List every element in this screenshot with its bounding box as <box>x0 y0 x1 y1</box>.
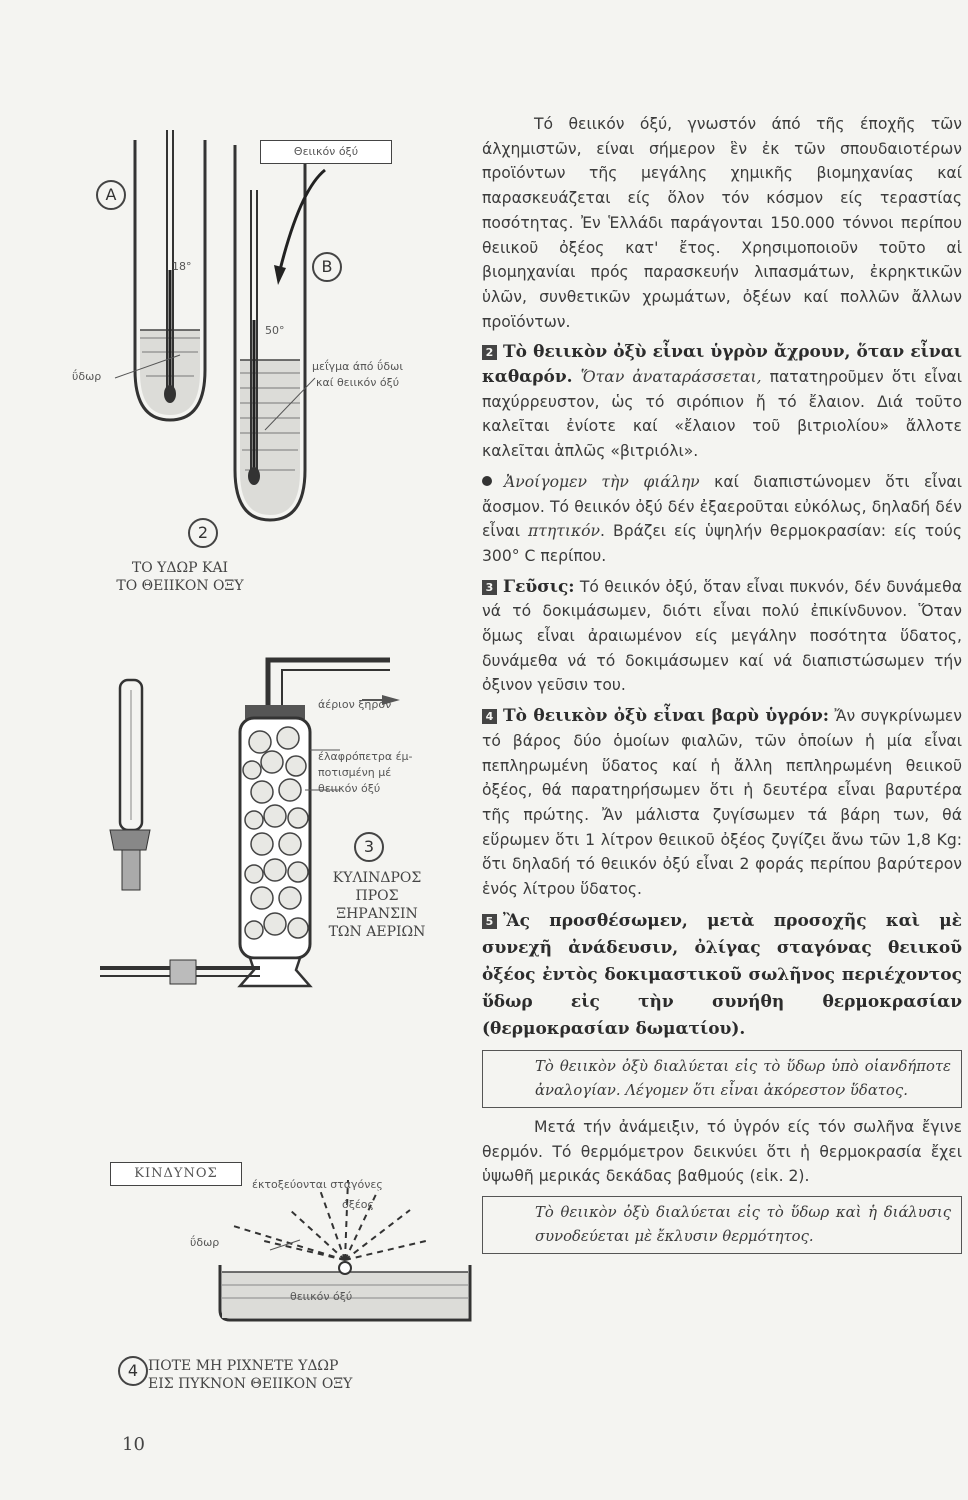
section-5-heading: Ἂς προσθέσωμεν, μετὰ προσοχῆς καὶ μὲ συνεχῆ ἀνάδευσιν, ὀλίγας σταγόνας θειικοῦ ὀξέος ἐντὸς δοκιμαστικοῦ σωλῆνος περιέχοντος ὕδωρ εἰς τὴν συνήθη θερμοκρασίαν (θερμοκρασίαν δωματίου). <box>482 910 962 1039</box>
bullet-body-2: . Βράζει είς ὑψηλήν θερμοκρασίαν: είς τούς 300° C περίπου. <box>482 522 962 565</box>
figure-3-caption-line2: ΠΡΟΣ <box>355 888 399 904</box>
mixture-label-2: καί θειικόν όξύ <box>316 376 400 389</box>
section-5-number: 5 <box>482 914 497 929</box>
temp-a-label: 18° <box>172 260 192 273</box>
bullet-body-1: καί διαπιστώνομεν ὅτι εἶναι ἄοσμον. Τό θειικόν ὀξύ δέν ἐξαεροῦται εὐκόλως, δηλαδή δέν εἶναι <box>482 472 962 541</box>
conclusion-box-2: Τὸ θειικὸν ὀξὺ διαλύεται εἰς τὸ ὕδωρ καὶ ἡ διάλυσις συνοδεύεται μὲ ἔκλυσιν θερμότητος. <box>482 1196 962 1254</box>
figure-danger <box>110 1150 470 1410</box>
conclusion-box-1: Τὸ θειικὸν ὀξὺ διαλύεται εἰς τὸ ὕδωρ ὑπὸ οἱανδήποτε ἀναλογίαν. Λέγομεν ὅτι εἶναι ἀκόρεστον ὕδατος. <box>482 1050 962 1108</box>
acid-label-box: Θειικόν όξύ <box>260 140 392 164</box>
figure-3-caption-line3: ΞΗΡΑΝΣΙΝ <box>336 906 418 922</box>
figure-3-number: 3 <box>354 832 384 862</box>
acid-dish-label: θειικόν όξύ <box>290 1290 353 1303</box>
figure-2-caption-line1: ΤΟ ΥΔΩΡ ΚΑΙ <box>131 560 229 576</box>
danger-box: ΚΙΝΔΥΝΟΣ <box>110 1162 242 1186</box>
figure-2-number: 2 <box>188 518 218 548</box>
section-3-heading: Γεῦσις: <box>503 576 575 597</box>
after-box-paragraph: Μετά τήν ἀνάμειξιν, τό ὑγρόν είς τόν σωλῆνα ἔγινε θερμόν. Τό θερμόμετρον δεικνύει ὅτι ἡ θερμοκρασία ἔχει ὑψωθῆ μερικάς δεκάδας βαθμούς (εἰκ. 2). <box>482 1117 962 1186</box>
water-label: ΰδωρ <box>72 370 102 383</box>
figure-test-tubes <box>72 120 410 600</box>
section-3-body: Τό θειικόν ὀξύ, ὅταν εἶναι πυκνόν, δέν δυνάμεθα νά τό δοκιμάσωμεν, διότι εἶναι πολύ ἐπικίνδυνον. Ὅταν ὅμως εἶναι ἀραιωμένον είς μεγάλην ποσότητα ὕδατος, δυνάμεθα νά τό δοκιμάσωμεν καί νά διαπιστώσωμεν τήν ὀξινον γεῦσιν του. <box>482 577 962 695</box>
acid-splash-label: όξέος <box>342 1198 374 1211</box>
section-4-paragraph <box>482 704 962 902</box>
section-4-body: Ἄν συγκρίνωμεν τό βάρος δύο ὁμοίων φιαλῶν, τῶν ὁποίων ἡ μία εἶναι πεπληρωμένη ὕδατος καί ἡ ἄλλη πεπληρωμένη θειικοῦ ὀξέος, θά παρατηρήσωμεν ὅτι ἡ δευτέρα εἶναι βαρυτέρα τῆς πρώτης. Ἄν μάλιστα ζυγίσωμεν τά βάρη των, θά εὕρωμεν ὅτι 1 λίτρον θειικοῦ ὀξέος ζυγίζει ἄνω τῶν 1,8 Kg: ὅτι δηλαδή τό θειικόν ὀξύ εἶναι 2 φοράς περίπου βαρύτερον ἑνός λίτρου ὕδατος. <box>482 707 963 899</box>
section-2-heading: Τὸ θειικὸν ὀξὺ εἶναι ὑγρὸν ἄχρουν, ὅταν εἶναι καθαρόν. <box>482 342 962 388</box>
dry-gas-label: άέριον ξηρόν <box>318 698 392 711</box>
text-column <box>482 112 962 1261</box>
section-2-paragraph <box>482 340 962 464</box>
section-5-paragraph <box>482 908 962 1043</box>
page-number: 10 <box>122 1434 145 1455</box>
figure-2-caption-line2: ΤΟ ΘΕΙΙΚΟΝ ΟΞΥ <box>116 578 244 594</box>
water-splash-label: ΰδωρ <box>190 1236 220 1249</box>
pumice-label-3: θειικόν όξύ <box>318 782 381 795</box>
bullet-italic-2: πτητικόν <box>527 522 601 541</box>
temp-b-label: 50° <box>265 324 285 337</box>
label-a: A <box>96 180 126 210</box>
section-2-italic: Ὅταν ἀναταράσσεται, <box>580 368 762 387</box>
figure-4-caption-line2: ΕΙΣ ΠΥΚΝΟΝ ΘΕΙΙΚΟΝ ΟΞΥ <box>148 1376 353 1392</box>
figure-3-caption-line1: ΚΥΛΙΝΔΡΟΣ <box>332 870 422 886</box>
figure-4-number: 4 <box>118 1356 148 1386</box>
section-4-number: 4 <box>482 709 497 724</box>
figure-drying-cylinder <box>100 650 450 1010</box>
pumice-label-1: έλαφρόπετρα έμ- <box>318 750 413 763</box>
section-3-paragraph <box>482 575 962 699</box>
figure-3-caption-line4: ΤΩΝ ΑΕΡΙΩΝ <box>328 924 426 940</box>
bullet-italic: Ἀνοίγομεν τὴν φιάλην <box>504 472 700 491</box>
section-4-heading: Τὸ θειικὸν ὀξὺ εἶναι βαρὺ ὑγρόν: <box>503 706 830 727</box>
pumice-label-2: ποτισμένη μέ <box>318 766 392 779</box>
test-tubes-drawing <box>80 120 410 520</box>
drying-cylinder-drawing <box>100 650 450 1010</box>
bullet-paragraph <box>482 470 962 569</box>
label-b: B <box>312 252 342 282</box>
section-3-number: 3 <box>482 580 497 595</box>
section-2-number: 2 <box>482 345 497 360</box>
bullet-icon <box>482 476 492 486</box>
intro-paragraph: Τό θειικόν όξύ, γνωστόν άπό τῆς έποχῆς τῶν άλχημιστῶν, είναι σήμερον ἓν ἐκ τῶν σπουδαιοτέρων προϊόντων τῆς μεγάλης χημικῆς βιομηχανίας καί παρασκευάζεται είς ὅλον τόν κόσμον είς τεραστίας ποσότητας. Ἐν Ἑλλάδι παράγονται 150.000 τόννοι περίπου θειικοῦ ὀξέος κατ' ἔτος. Χρησιμοποιοῦν τοῦτο αἱ βιομηχανίαι πρός παρασκευήν λιπασμάτων, ἐκρηκτικῶν ὑλῶν, συνθετικῶν χρωμάτων, ὀξέων καί πολλῶν ἄλλων προϊόντων. <box>482 115 962 331</box>
drops-label: έκτοξεύονται σταγόνες <box>252 1178 383 1191</box>
section-2-body: πατατηροῦμεν ὅτι εἶναι παχύρρευστον, ὡς τό σιρόπιον ἤ τό ἔλαιον. Διά τοῦτο καλεῖται ἐνίοτε καί «ἔλαιον τοῦ βιτριολίου» ἄλλοτε καλεῖται ἁπλῶς «βιτριόλι». <box>482 368 962 461</box>
mixture-label-1: μεΐγμα άπό ΰδωι <box>312 360 404 373</box>
figure-4-caption-line1: ΠΟΤΕ ΜΗ ΡΙΧΝΕΤΕ ΥΔΩΡ <box>148 1358 339 1374</box>
